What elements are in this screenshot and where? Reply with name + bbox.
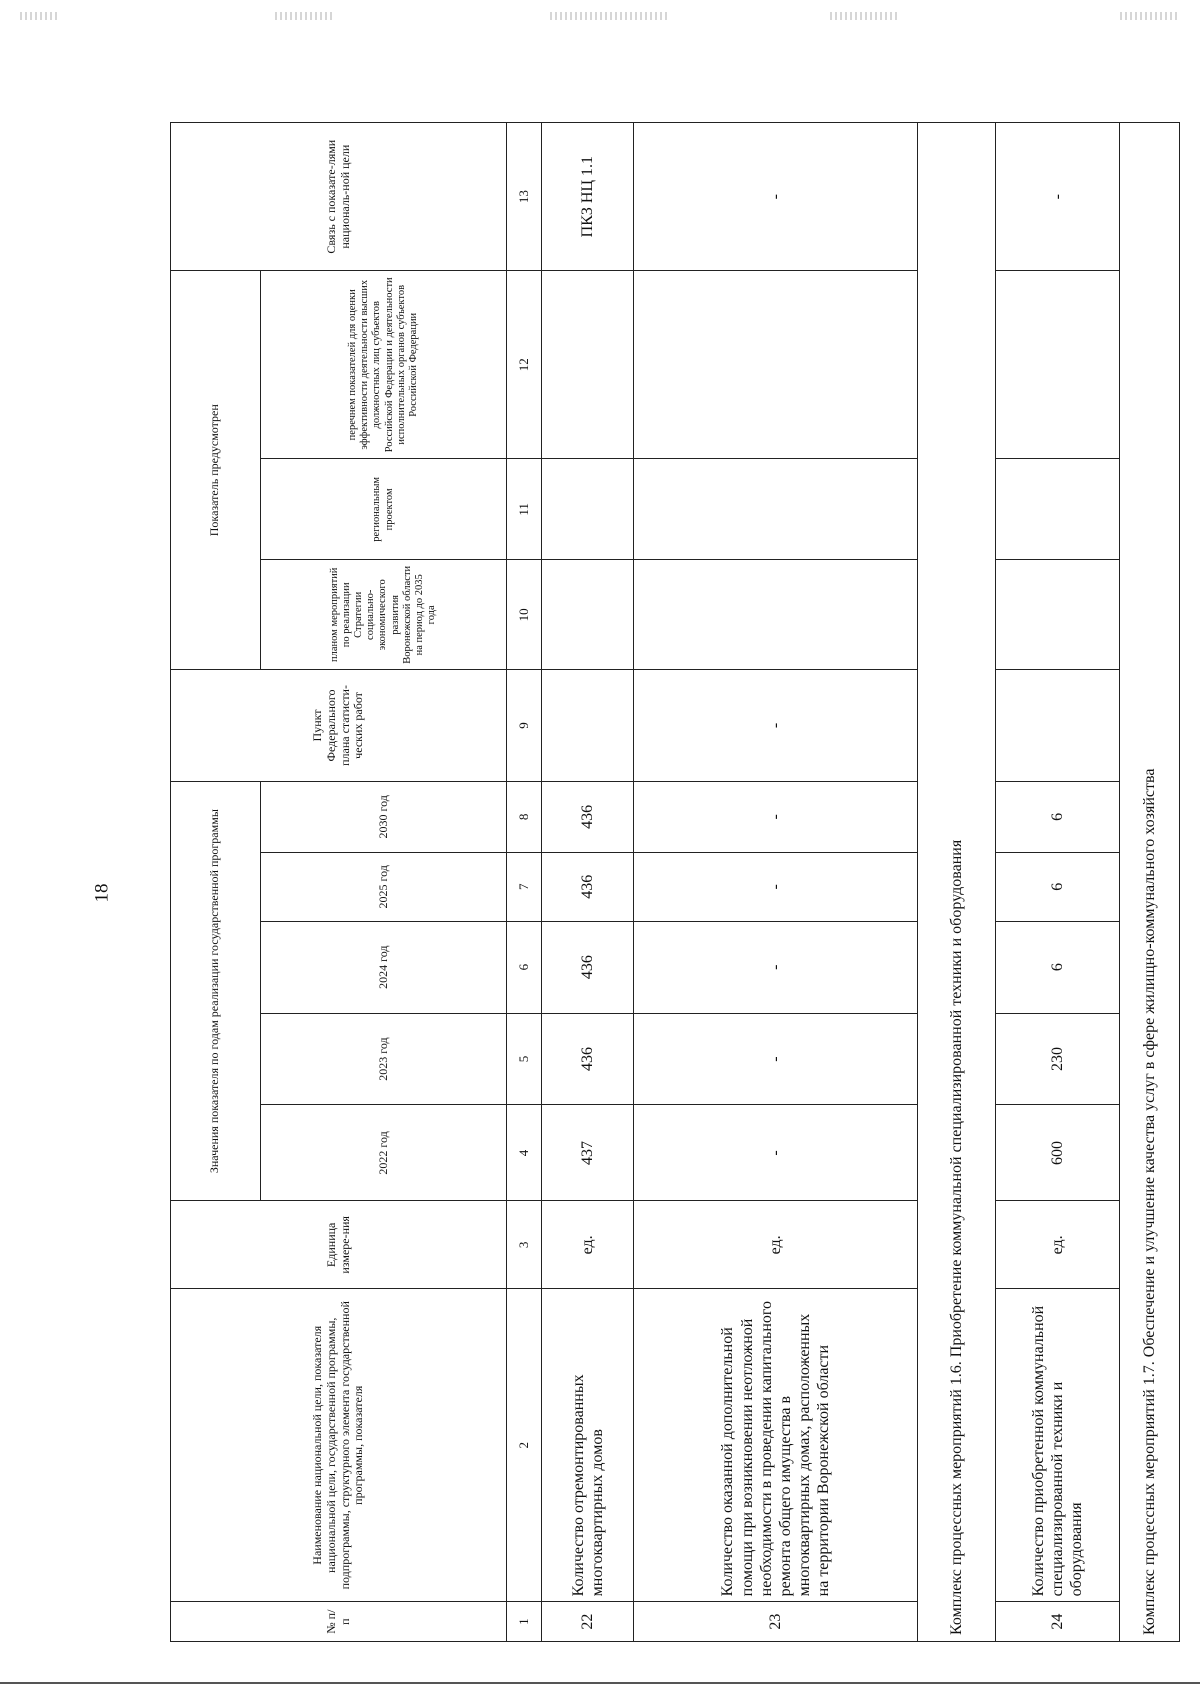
row-value-2022: - <box>634 1105 918 1201</box>
row-unit: ед. <box>995 1201 1120 1289</box>
scan-artifact <box>550 12 670 20</box>
row-link: - <box>634 123 918 271</box>
row-num: 24 <box>995 1602 1120 1642</box>
row-strategy <box>995 560 1120 670</box>
column-number: 12 <box>507 271 542 459</box>
row-value-2030: 436 <box>542 781 634 852</box>
row-value-2025: 436 <box>542 852 634 921</box>
column-numbers-row <box>507 123 542 1642</box>
row-regional <box>995 459 1120 560</box>
row-fed <box>995 670 1120 782</box>
row-regional <box>634 459 918 560</box>
row-value-2024: 6 <box>995 921 1120 1013</box>
column-number: 8 <box>507 781 542 852</box>
row-value-2024: 436 <box>542 921 634 1013</box>
header-strategy-plan: планом мероприятий по реализации Стратегии социально-экономического развития Воронежской области на период до 2035 года <box>260 560 507 670</box>
column-number: 4 <box>507 1105 542 1201</box>
row-efficiency <box>634 271 918 459</box>
header-year-2025: 2025 год <box>260 852 507 921</box>
column-number: 6 <box>507 921 542 1013</box>
row-value-2025: 6 <box>995 852 1120 921</box>
scan-artifact <box>1120 12 1180 20</box>
column-number: 1 <box>507 1602 542 1642</box>
row-num: 22 <box>542 1602 634 1642</box>
row-link: ПКЗ НЦ 1.1 <box>542 123 634 271</box>
row-strategy <box>634 560 918 670</box>
row-strategy <box>542 560 634 670</box>
section-title: Комплекс процессных мероприятий 1.6. Приобретение коммунальной специализированной техники и оборудования <box>918 123 995 1642</box>
indicator-table <box>170 122 1180 1642</box>
header-year-2024: 2024 год <box>260 921 507 1013</box>
row-efficiency <box>995 271 1120 459</box>
scan-artifact <box>830 12 900 20</box>
column-number: 11 <box>507 459 542 560</box>
row-regional <box>542 459 634 560</box>
row-link: - <box>995 123 1120 271</box>
row-unit: ед. <box>542 1201 634 1289</box>
header-regional-project: региональным проектом <box>260 459 507 560</box>
row-value-2022: 600 <box>995 1105 1120 1201</box>
row-fed: - <box>634 670 918 782</box>
row-value-2023: 230 <box>995 1013 1120 1105</box>
row-name: Количество приобретенной коммунальной специализированной техники и оборудования <box>995 1289 1120 1602</box>
scan-artifact <box>20 12 60 20</box>
header-num: № п/п <box>171 1602 507 1642</box>
table-row <box>634 123 918 1642</box>
column-number: 9 <box>507 670 542 782</box>
column-number: 3 <box>507 1201 542 1289</box>
section-row <box>918 123 995 1642</box>
page-number: 18 <box>91 883 113 903</box>
header-values-group: Значения показателя по годам реализации государственной программы <box>171 781 261 1201</box>
row-efficiency <box>542 271 634 459</box>
header-provided-group: Показатель предусмотрен <box>171 271 261 670</box>
scan-edge-line <box>0 1682 1200 1684</box>
row-value-2030: - <box>634 781 918 852</box>
header-fed-plan: Пункт Федерального плана статисти-ческих работ <box>171 670 507 782</box>
section-row <box>1120 123 1180 1642</box>
row-value-2030: 6 <box>995 781 1120 852</box>
table-row <box>995 123 1120 1642</box>
column-number: 13 <box>507 123 542 271</box>
row-unit: ед. <box>634 1201 918 1289</box>
header-year-2030: 2030 год <box>260 781 507 852</box>
column-number: 5 <box>507 1013 542 1105</box>
column-number: 7 <box>507 852 542 921</box>
header-national-link: Связь с показате-лями националь-ной цели <box>171 123 507 271</box>
indicator-table-rotated <box>170 122 1180 1642</box>
header-year-2023: 2023 год <box>260 1013 507 1105</box>
header-year-2022: 2022 год <box>260 1105 507 1201</box>
row-value-2024: - <box>634 921 918 1013</box>
section-title: Комплекс процессных мероприятий 1.7. Обеспечение и улучшение качества услуг в сфере жилищно-коммунального хозяйства <box>1120 123 1180 1642</box>
row-name: Количество отремонтированных многоквартирных домов <box>542 1289 634 1602</box>
row-fed <box>542 670 634 782</box>
row-value-2023: 436 <box>542 1013 634 1105</box>
row-value-2022: 437 <box>542 1105 634 1201</box>
row-value-2023: - <box>634 1013 918 1105</box>
scan-artifact <box>275 12 335 20</box>
table-row <box>542 123 634 1642</box>
row-value-2025: - <box>634 852 918 921</box>
row-num: 23 <box>634 1602 918 1642</box>
row-name: Количество оказанной дополнительной помощи при возникновении неотложной необходимости в проведении капитального ремонта общего имущества в многоквартирных домах, расположенных на территории Воронежской области <box>634 1289 918 1602</box>
header-unit: Единица измере-ния <box>171 1201 507 1289</box>
column-number: 10 <box>507 560 542 670</box>
header-name: Наименование национальной цели, показателя национальной цели, государственной программы, подпрограммы, структурного элемента государственной программы, показателя <box>171 1289 507 1602</box>
column-number: 2 <box>507 1289 542 1602</box>
header-efficiency-list: перечнем показателей для оценки эффективности деятельности высших должностных лиц субъектов Российской Федерации и деятельности исполнительных органов субъектов Российской Федерации <box>260 271 507 459</box>
